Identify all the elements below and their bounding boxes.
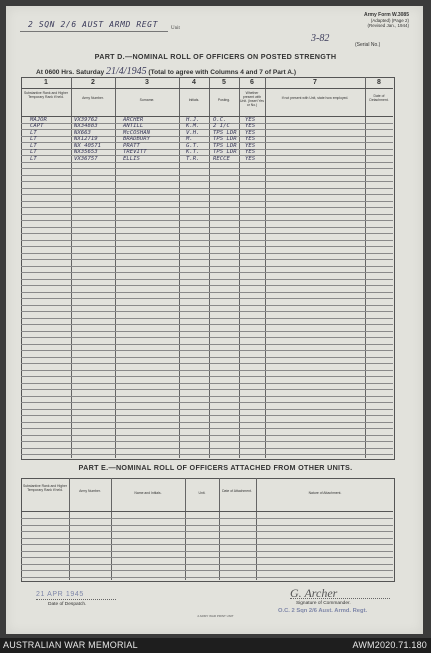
officer-rank: LT <box>30 149 37 155</box>
part-d-column-divider <box>265 77 266 458</box>
officer-surname: PRATT <box>123 142 140 149</box>
form-ref-line3: (Revised Jan., 1944) <box>367 23 409 28</box>
e-header-date-attachment: Date of Attachment. <box>222 489 252 493</box>
part-e-title: PART E.—NOMINAL ROLL OF OFFICERS ATTACHED FROM OTHER UNITS. <box>78 463 353 472</box>
part-d-row-line <box>21 357 393 358</box>
part-e-row-line <box>21 577 393 578</box>
officer-surname: ELLIS <box>123 155 140 162</box>
part-e-row-line <box>21 538 393 539</box>
officer-posting: O.C. <box>213 116 227 123</box>
part-e-row-line <box>21 518 393 519</box>
part-d-row-line <box>21 389 393 390</box>
col-number-5: 5 <box>222 79 226 86</box>
part-d-row-line <box>21 88 393 89</box>
header-army-number: Army Number. <box>82 96 104 100</box>
part-d-row-line <box>21 448 393 449</box>
part-d-row-line <box>21 207 393 208</box>
officer-initials: M. <box>186 136 193 142</box>
part-d-row-line <box>21 370 393 371</box>
signature-handwritten: G. Archer <box>290 586 338 600</box>
part-d-row-line <box>21 376 393 377</box>
officer-number: VX39762 <box>74 116 98 123</box>
part-d-row-line <box>21 279 393 280</box>
officer-posting: TPS LDR <box>213 129 237 136</box>
officer-surname: TREVITT <box>123 149 147 155</box>
officer-present: YES <box>245 123 256 129</box>
header-initials: Initials. <box>188 98 200 102</box>
part-d-row-line <box>21 292 393 293</box>
part-d-row-line <box>21 402 393 403</box>
part-d-row-line <box>21 441 393 442</box>
date-line <box>36 599 116 600</box>
e-header-rank: Substantive Rank and Higher Temporary Rank if held. <box>22 484 68 492</box>
part-d-row-line <box>21 383 393 384</box>
officer-number: NX34883 <box>74 123 98 129</box>
officer-initials: K.T. <box>186 149 200 155</box>
part-d-row-line <box>21 181 393 182</box>
part-d-column-divider <box>179 77 180 458</box>
part-d-row-line <box>21 415 393 416</box>
officer-rank: LT <box>30 155 37 162</box>
col-number-4: 4 <box>192 79 196 86</box>
col-number-8: 8 <box>377 79 381 86</box>
e-header-nature: Nature of Attachment. <box>308 491 342 495</box>
signature-label: Signature of Commander. <box>296 601 351 606</box>
e-header-army-number: Army Number. <box>79 489 101 493</box>
officer-present: YES <box>245 155 256 162</box>
part-d-row-line <box>21 175 393 176</box>
part-d-row-line <box>21 227 393 228</box>
part-e-row-line <box>21 511 393 512</box>
part-d-row-line <box>21 350 393 351</box>
part-d-title: PART D.—NOMINAL ROLL OF OFFICERS ON POSTED STRENGTH <box>94 52 337 61</box>
part-d-row-line <box>21 337 393 338</box>
date-stamp: 21 APR 1945 <box>36 591 84 598</box>
officer-posting: 2 I/C <box>213 123 230 129</box>
serial-handwritten: 3-82 <box>311 33 330 44</box>
part-d-row-line <box>21 220 393 221</box>
part-d-row-line <box>21 188 393 189</box>
header-surname: Surname. <box>139 98 155 102</box>
officer-posting: RECCE <box>213 155 230 162</box>
part-d-row-line <box>21 266 393 267</box>
part-d-row-line <box>21 194 393 195</box>
footer-accession-number: AWM2020.71.180 <box>352 640 427 650</box>
officer-rank: MAJOR <box>30 116 47 123</box>
part-e-row-line <box>21 544 393 545</box>
signature-stamp: O.C. 2 Sqn 2/6 Aust. Armd. Regt. <box>278 608 368 614</box>
part-d-row-line <box>21 318 393 319</box>
at-suffix: (Total to agree with Columns 4 and 7 of Part A.) <box>148 69 297 76</box>
part-e-row-line <box>21 564 393 565</box>
officer-rank: CAPT <box>30 123 44 129</box>
part-d-column-divider <box>71 77 72 458</box>
at-date-handwritten: 21/4/1945 <box>106 66 147 77</box>
officer-surname: ARCHER <box>123 116 144 123</box>
part-d-row-line <box>21 331 393 332</box>
part-d-row-line <box>21 246 393 247</box>
part-d-column-divider <box>115 77 116 458</box>
e-header-name: Name and Initials. <box>134 491 162 495</box>
col-number-3: 3 <box>145 79 149 86</box>
form-ref-line1: Army Form W.3085 <box>363 12 409 18</box>
part-d-row-line <box>21 201 393 202</box>
part-d-row-line <box>21 396 393 397</box>
officer-surname: McCOSHAN <box>123 129 150 136</box>
officer-number: VX36757 <box>74 155 98 162</box>
footer-institution: AUSTRALIAN WAR MEMORIAL <box>3 640 138 650</box>
officer-present: YES <box>245 142 256 149</box>
part-d-row-line <box>21 285 393 286</box>
officer-number: NX 40571 <box>74 142 101 149</box>
part-d-column-divider <box>239 77 240 458</box>
part-d-row-line <box>21 311 393 312</box>
part-d-row-line <box>21 214 393 215</box>
officer-present: YES <box>245 116 256 123</box>
officer-present: YES <box>245 136 256 142</box>
part-d-row-line <box>21 454 393 455</box>
part-d-row-line <box>21 409 393 410</box>
part-d-column-divider <box>209 77 210 458</box>
header-posting: Posting. <box>217 98 231 102</box>
part-e-row-line <box>21 557 393 558</box>
part-e-row-line <box>21 570 393 571</box>
part-e-row-line <box>21 525 393 526</box>
part-e-row-line <box>21 551 393 552</box>
col-number-2: 2 <box>91 79 95 86</box>
officer-present: YES <box>245 149 256 155</box>
part-d-row-line <box>21 272 393 273</box>
header-not-present: If not present with Unit, state how employed. <box>281 96 349 100</box>
date-label: Date of Despatch. <box>48 602 87 607</box>
archive-footer <box>0 638 431 653</box>
part-d-row-line <box>21 435 393 436</box>
part-d-row-line <box>21 428 393 429</box>
serial-label: (Serial No.) <box>355 42 381 48</box>
officer-surname: ANTILL <box>123 123 144 129</box>
officer-initials: H.J. <box>186 116 200 123</box>
part-d-row-line <box>21 168 393 169</box>
officer-initials: V.H. <box>186 129 200 136</box>
col-number-1: 1 <box>44 79 48 86</box>
unit-underline <box>20 31 168 32</box>
signature-line <box>290 598 390 599</box>
part-d-row-line <box>21 240 393 241</box>
part-d-row-line <box>21 162 393 163</box>
officer-rank: LT <box>30 136 37 142</box>
header-date-detachment: Date of Detachment. <box>369 94 389 102</box>
officer-posting: TPS LDR <box>213 142 237 149</box>
part-d-row-line <box>21 422 393 423</box>
printer-line: 2 ARMY WAR PRINT UNIT <box>197 614 234 618</box>
part-d-row-line <box>21 253 393 254</box>
at-prefix: At 0600 Hrs. Saturday <box>36 69 105 76</box>
part-d-row-line <box>21 305 393 306</box>
officer-rank: LT <box>30 129 37 136</box>
part-d-row-line <box>21 298 393 299</box>
col-number-6: 6 <box>250 79 254 86</box>
officer-number: NX663 <box>74 129 91 136</box>
part-d-row-line <box>21 363 393 364</box>
unit-handwritten: 2 SQN 2/6 AUST ARMD REGT <box>28 20 158 29</box>
part-d-row-line <box>21 259 393 260</box>
form-ref-line2: (Adapted) (Page 2) <box>370 18 409 23</box>
officer-rank: LT <box>30 142 37 149</box>
officer-surname: BRADBURY <box>123 136 150 142</box>
officer-initials: T.R. <box>186 155 200 162</box>
part-d-column-divider <box>365 77 366 458</box>
header-present: Whether present with Unit. (Insert Yes or No.) <box>240 91 264 107</box>
unit-label: Unit <box>171 26 180 31</box>
officer-present: YES <box>245 129 256 136</box>
officer-number: NX12719 <box>74 136 98 142</box>
part-d-row-line <box>21 233 393 234</box>
col-number-7: 7 <box>313 79 317 86</box>
part-d-row-line <box>21 324 393 325</box>
part-e-row-line <box>21 531 393 532</box>
officer-posting: TPS LDR <box>213 149 237 155</box>
e-header-unit: Unit. <box>198 491 206 495</box>
officer-initials: G.T. <box>186 142 200 149</box>
at-hours-line <box>36 66 296 77</box>
header-rank: Substantive Rank and Higher Temporary Rank if held. <box>23 91 69 99</box>
officer-initials: K.M. <box>186 123 200 129</box>
officer-number: NX35653 <box>74 149 98 155</box>
officer-posting: TPS LDR <box>213 136 237 142</box>
part-d-row-line <box>21 344 393 345</box>
form-reference <box>339 12 409 28</box>
